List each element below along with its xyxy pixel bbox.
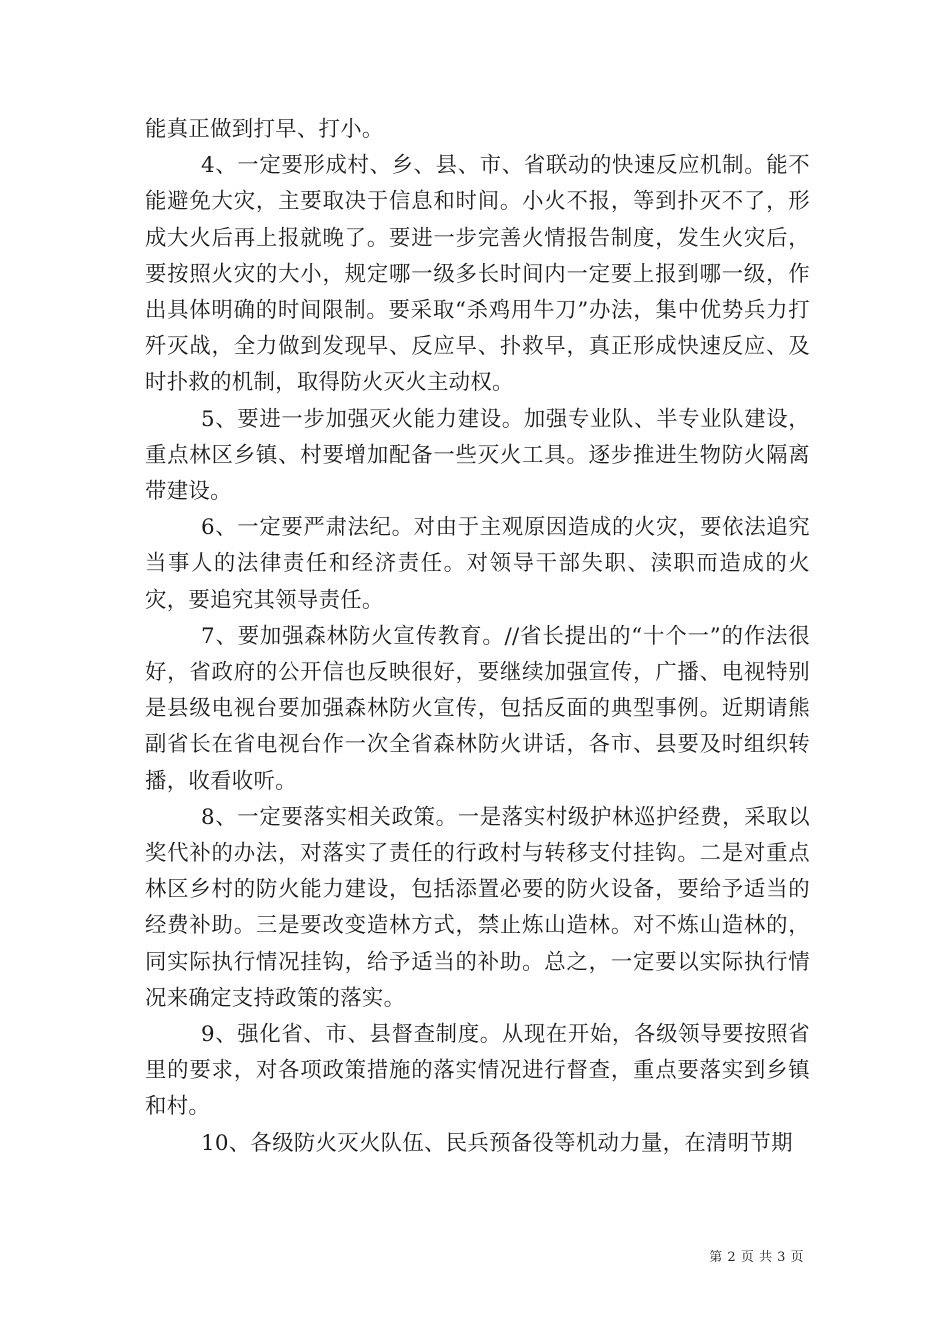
- paragraph-item-4: 4、一定要形成村、乡、县、市、省联动的快速反应机制。能不能避免大灾，主要取决于信息和时间。小火不报，等到扑灭不了，形成大火后再上报就晚了。要进一步完善火情报告制度，发生火灾后，要按照火灾的大小，规定哪一级多长时间内一定要上报到哪一级，作出具体明确的时间限制。要采取“杀鸡用牛刀”办法，集中优势兵力打歼灭战，全力做到发现早、反应早、扑救早，真正形成快速反应、及时扑救的机制，取得防火灭火主动权。: [145, 153, 810, 396]
- document-body: [145, 112, 810, 1162]
- paragraph-continuation: 能真正做到打早、打小。: [145, 117, 384, 142]
- paragraph-item-10: 10、各级防火灭火队伍、民兵预备役等机动力量，在清明节期: [201, 1130, 793, 1156]
- paragraph-item-6: 6、一定要严肃法纪。对由于主观原因造成的火灾，要依法追究当事人的法律责任和经济责任。对领导干部失职、渎职而造成的火灾，要追究其领导责任。: [145, 515, 810, 613]
- page-number: 第 2 页 共 3 页: [709, 1250, 804, 1265]
- paragraph-item-7: 7、要加强森林防火宣传教育。//省长提出的“十个一”的作法很好，省政府的公开信也反映很好，要继续加强宣传，广播、电视特别是县级电视台要加强森林防火宣传，包括反面的典型事例。近期请熊副省长在省电视台作一次全省森林防火讲话，各市、县要及时组织转播，收看收听。: [145, 623, 810, 794]
- paragraph-item-5: 5、要进一步加强灭火能力建设。加强专业队、半专业队建设，重点林区乡镇、村要增加配备一些灭火工具。逐步推进生物防火隔离带建设。: [145, 406, 810, 505]
- paragraph-item-9: 9、强化省、市、县督查制度。从现在开始，各级领导要按照省里的要求，对各项政策措施的落实情况进行督查，重点要落实到乡镇和村。: [145, 1022, 810, 1120]
- paragraph-item-8: 8、一定要落实相关政策。一是落实村级护林巡护经费，采取以奖代补的办法，对落实了责任的行政村与转移支付挂钩。二是对重点林区乡村的防火能力建设，包括添置必要的防火设备，要给予适当的经费补助。三是要改变造林方式，禁止炼山造林。对不炼山造林的，同实际执行情况挂钩，给予适当的补助。总之，一定要以实际执行情况来确定支持政策的落实。: [145, 804, 810, 1011]
